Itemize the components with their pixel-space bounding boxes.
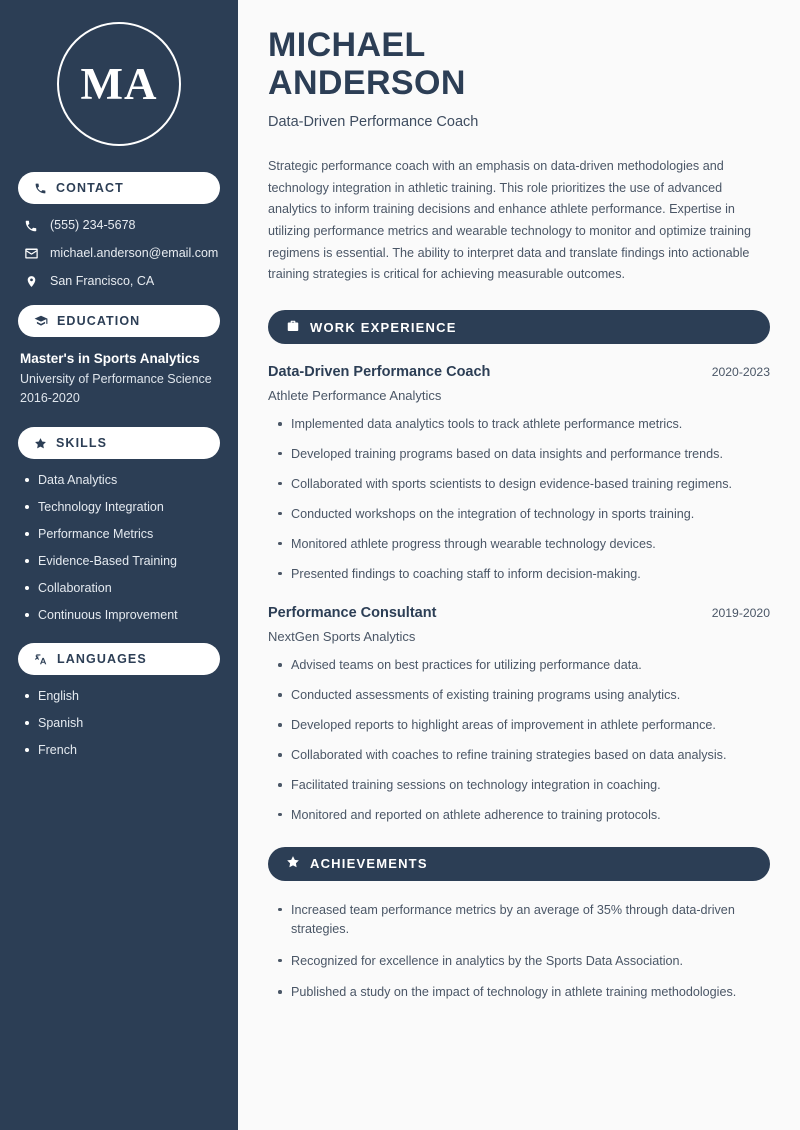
list-item: Presented findings to coaching staff to inform decision-making. (276, 565, 770, 584)
sidebar-heading-languages (18, 643, 220, 675)
list-item: Spanish (22, 716, 220, 731)
list-item: Evidence-Based Training (22, 554, 220, 569)
education-dates: 2016-2020 (20, 391, 80, 405)
section-heading-achievements-label: ACHIEVEMENTS (310, 856, 428, 872)
sidebar-heading-skills-label: SKILLS (56, 436, 108, 450)
main-content (238, 0, 800, 1130)
list-item: French (22, 743, 220, 758)
avatar-wrapper (18, 22, 220, 146)
briefcase-icon (286, 319, 300, 336)
section-heading-work-experience (268, 310, 770, 344)
sidebar-heading-contact (18, 172, 220, 204)
profile-summary: Strategic performance coach with an emphasis on data-driven methodologies and technology integration in athletic training. This role prioritizes the use of advanced analytics to inform training decisions and enhance athlete performance. Expertise in utilizing performance metrics and wearable technology to monitor and optimize training regimens is essential. The ability to interpret data and translate findings into actionable training strategies is critical for achieving measurable outcomes. (268, 159, 752, 282)
sidebar-heading-skills (18, 427, 220, 459)
list-item: Monitored athlete progress through wearable technology devices. (276, 535, 770, 554)
star-icon (34, 437, 47, 450)
graduation-cap-icon (34, 314, 48, 328)
list-item: Recognized for excellence in analytics by the Sports Data Association. (276, 952, 770, 971)
sidebar-heading-languages-label: LANGUAGES (57, 652, 147, 666)
experience-item (268, 364, 770, 583)
education-degree: Master's in Sports Analytics (20, 351, 200, 366)
sidebar-heading-education (18, 305, 220, 337)
languages-list (18, 689, 220, 758)
list-item: Implemented data analytics tools to track athlete performance metrics. (276, 415, 770, 434)
job-organization: Athlete Performance Analytics (268, 388, 442, 404)
list-item: Developed reports to highlight areas of improvement in athlete performance. (276, 716, 770, 735)
list-item: Performance Metrics (22, 527, 220, 542)
list-item: Monitored and reported on athlete adherence to training protocols. (276, 806, 770, 825)
job-bullets (268, 656, 770, 824)
education-entry (18, 351, 220, 405)
list-item: Developed training programs based on data insights and performance trends. (276, 445, 770, 464)
experience-header (268, 605, 770, 621)
location-icon (23, 274, 39, 289)
section-heading-work-experience-label: WORK EXPERIENCE (310, 319, 457, 335)
achievements-list (268, 901, 770, 1003)
list-item: Technology Integration (22, 500, 220, 515)
experience-item (268, 605, 770, 824)
section-heading-achievements (268, 847, 770, 881)
star-icon (286, 855, 300, 872)
contact-item-phone[interactable] (18, 218, 220, 233)
job-organization: NextGen Sports Analytics (268, 629, 416, 645)
headline: Data-Driven Performance Coach (268, 114, 479, 131)
job-bullets (268, 415, 770, 583)
job-dates: 2019-2020 (711, 606, 770, 621)
list-item: English (22, 689, 220, 704)
sidebar-heading-contact-label: CONTACT (56, 181, 124, 195)
list-item: Increased team performance metrics by an average of 35% through data-driven strategies. (276, 901, 770, 939)
contact-value-phone: (555) 234-5678 (50, 218, 136, 232)
email-icon (23, 246, 39, 261)
list-item: Conducted assessments of existing training programs using analytics. (276, 686, 770, 705)
contact-value-email: michael.anderson@email.com (50, 246, 219, 260)
first-name: MICHAEL (268, 26, 426, 64)
list-item: Facilitated training sessions on technology integration in coaching. (276, 776, 770, 795)
list-item: Conducted workshops on the integration of technology in sports training. (276, 505, 770, 524)
list-item: Collaborated with sports scientists to design evidence-based training regimens. (276, 475, 770, 494)
job-dates: 2020-2023 (711, 365, 770, 380)
list-item: Collaborated with coaches to refine training strategies based on data analysis. (276, 746, 770, 765)
sidebar-heading-education-label: EDUCATION (57, 314, 141, 328)
avatar-initials: MA (57, 22, 181, 146)
last-name: ANDERSON (268, 64, 466, 103)
list-item: Continuous Improvement (22, 608, 220, 623)
list-item: Data Analytics (22, 473, 220, 488)
job-title: Performance Consultant (268, 605, 437, 622)
list-item: Collaboration (22, 581, 220, 596)
contact-value-location: San Francisco, CA (50, 274, 155, 288)
experience-header (268, 364, 770, 380)
list-item: Published a study on the impact of technology in athlete training methodologies. (276, 983, 770, 1002)
translate-icon (34, 652, 48, 666)
page-title (268, 26, 770, 102)
sidebar (0, 0, 238, 1130)
list-item: Advised teams on best practices for utilizing performance data. (276, 656, 770, 675)
contact-item-email[interactable] (18, 246, 220, 261)
skills-list (18, 473, 220, 623)
phone-icon (23, 219, 39, 233)
job-title: Data-Driven Performance Coach (268, 364, 491, 381)
phone-icon (34, 182, 47, 195)
education-school: University of Performance Science (20, 372, 212, 386)
contact-item-location[interactable] (18, 274, 220, 289)
